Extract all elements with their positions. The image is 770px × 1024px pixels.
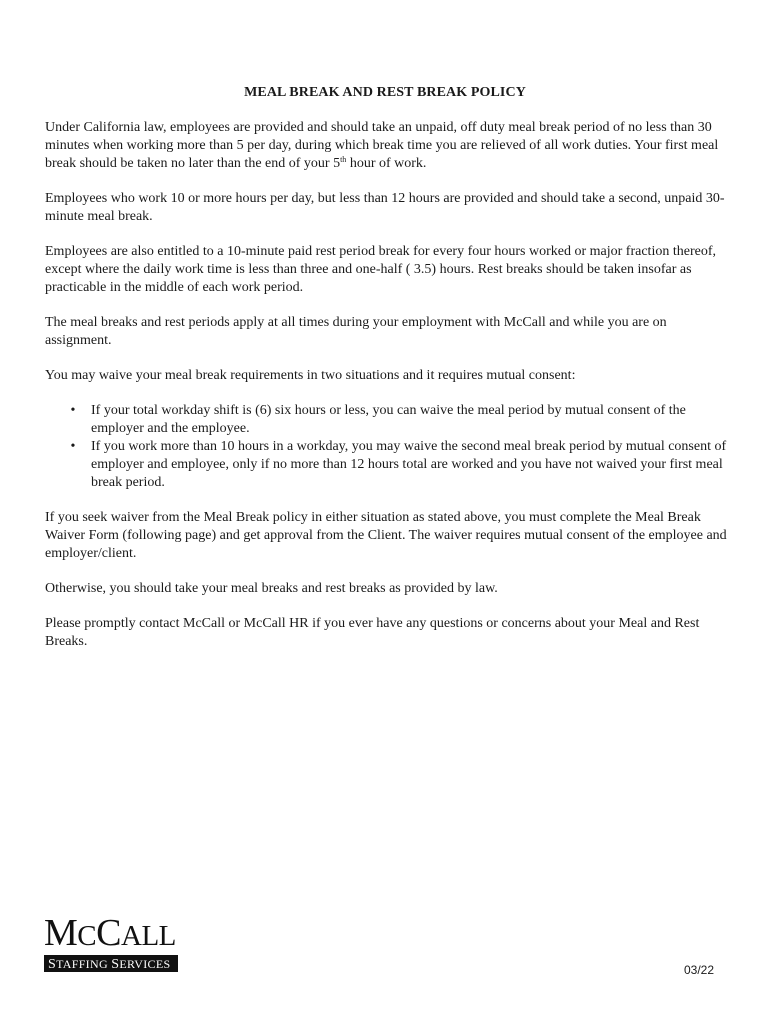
bullet-icon: • <box>70 403 76 418</box>
logo-wordmark: MCCALL <box>44 912 176 954</box>
paragraph-waiver-form: If you seek waiver from the Meal Break policy in either situation as stated above, you must complete the Meal Break Waiver Form (following page) and get approval from the Client. The waiver requires mutual consent of the employee and employer/client. <box>45 510 727 561</box>
paragraph-otherwise: Otherwise, you should take your meal breaks and rest breaks as provided by law. <box>45 581 498 596</box>
list-item-text: If you work more than 10 hours in a workday, you may waive the second meal break period by mutual consent of employer and employee, only if no more than 12 hours total are worked and you have not waived your first meal break period. <box>91 439 727 490</box>
paragraph-waive-intro: You may waive your meal break requirements in two situations and it requires mutual consent: <box>45 368 576 383</box>
paragraph-text-end: hour of work. <box>346 156 427 171</box>
paragraph-assignment: The meal breaks and rest periods apply at all times during your employment with McCall and while you are on assignment. <box>45 315 667 348</box>
logo-tagline-bar: STAFFING SERVICES <box>44 955 178 972</box>
paragraph-rest-period: Employees are also entitled to a 10-minute paid rest period break for every four hours worked or major fraction thereof, except where the daily work time is less than three and one-half ( 3.5) hours. Rest breaks should be taken insofar as practicable in the middle of each work period. <box>45 244 716 295</box>
waiver-bullet-list <box>45 402 727 492</box>
document-title: MEAL BREAK AND REST BREAK POLICY <box>244 85 526 100</box>
revision-date: 03/22 <box>683 963 714 977</box>
list-item-text: If your total workday shift is (6) six hours or less, you can waive the meal period by mutual consent of the employer and the employee. <box>91 403 686 436</box>
paragraph-contact: Please promptly contact McCall or McCall HR if you ever have any questions or concerns about your Meal and Rest Breaks. <box>45 616 700 649</box>
bullet-icon: • <box>70 439 76 454</box>
superscript-th: th <box>340 155 347 164</box>
list-item <box>70 438 727 492</box>
document-body <box>45 119 727 668</box>
mccall-logo <box>44 914 180 972</box>
list-item <box>70 402 727 438</box>
paragraph-california-law <box>45 119 727 173</box>
paragraph-text: Under California law, employees are provided and should take an unpaid, off duty meal break period of no less than 30 minutes when working more than 5 per day, during which break time you are relieved of all work duties. Your first meal break should be taken no later than the end of your 5 <box>45 120 719 171</box>
paragraph-second-meal-break: Employees who work 10 or more hours per day, but less than 12 hours are provided and should take a second, unpaid 30-minute meal break. <box>45 191 725 224</box>
